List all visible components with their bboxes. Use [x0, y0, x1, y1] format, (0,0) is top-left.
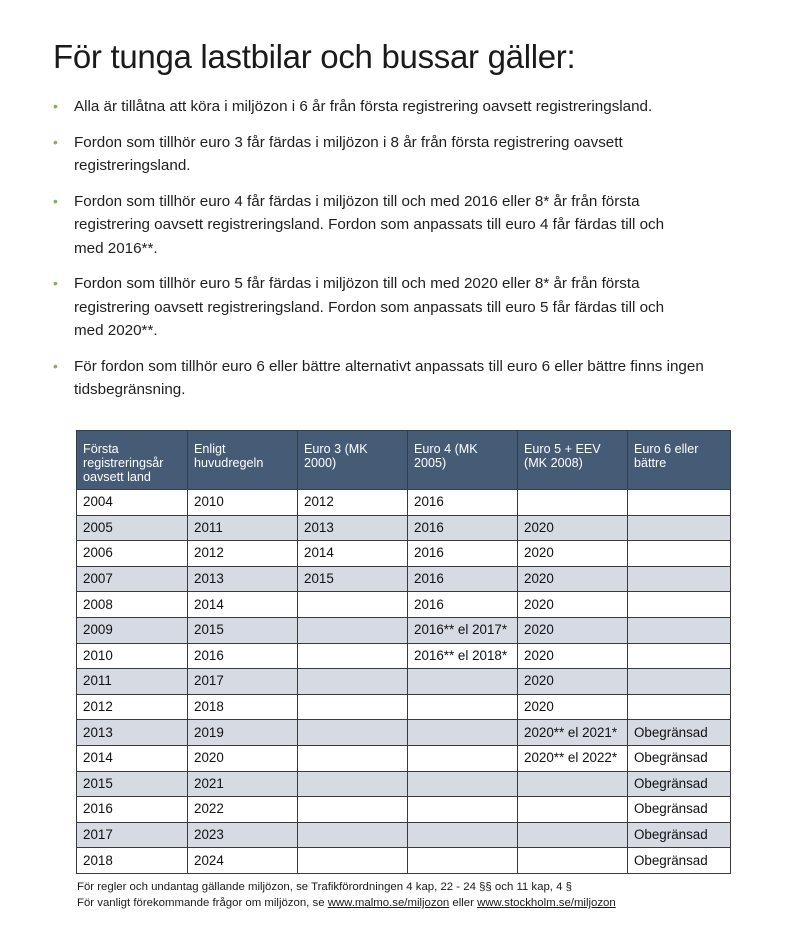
- cell-euro4: 2016: [408, 515, 518, 541]
- cell-first-registration: 2008: [77, 592, 188, 618]
- col-header-euro3: Euro 3 (MK 2000): [298, 431, 408, 490]
- cell-main-rule: 2021: [188, 771, 298, 797]
- rule-text: Alla är tillåtna att köra i miljözon i 6 år från första registrering oavsett registreringsland.: [74, 98, 653, 115]
- cell-euro6: [628, 515, 731, 541]
- rule-text: Fordon som tillhör euro 4 får färdas i miljözon till och med 2016 eller 8* år från första registrering oavsett registreringsland. Fordon som anpassats till euro 4 får färdas till och med 2016**.: [74, 192, 665, 257]
- list-item: [53, 190, 684, 261]
- cell-euro3: [298, 848, 408, 874]
- cell-main-rule: 2012: [188, 541, 298, 567]
- table-row: [77, 848, 731, 874]
- list-item: [53, 95, 753, 119]
- list-item: [53, 355, 714, 402]
- rule-text: Fordon som tillhör euro 5 får färdas i miljözon till och med 2020 eller 8* år från första registrering oavsett registreringsland. Fordon som anpassats till euro 5 får färdas till och med 2020**.: [74, 275, 665, 339]
- cell-euro5: [518, 771, 628, 797]
- cell-euro6: Obegränsad: [628, 797, 731, 823]
- col-header-main-rule: Enligt huvudregeln: [188, 431, 298, 490]
- cell-euro6: [628, 566, 731, 592]
- cell-euro6: Obegränsad: [628, 745, 731, 771]
- cell-first-registration: 2015: [77, 771, 188, 797]
- cell-main-rule: 2024: [188, 848, 298, 874]
- rules-list: [53, 95, 753, 414]
- cell-first-registration: 2013: [77, 720, 188, 746]
- cell-euro6: [628, 592, 731, 618]
- cell-euro3: [298, 669, 408, 695]
- cell-first-registration: 2010: [77, 643, 188, 669]
- cell-euro5: [518, 848, 628, 874]
- cell-euro6: [628, 541, 731, 567]
- bullet-icon: •: [53, 192, 58, 209]
- cell-first-registration: 2016: [77, 797, 188, 823]
- table-row: [77, 617, 731, 643]
- cell-euro6: Obegränsad: [628, 822, 731, 848]
- malmo-link[interactable]: www.malmo.se/miljozon: [327, 897, 450, 909]
- cell-euro4: 2016: [408, 490, 518, 516]
- footer-faq-mid: eller: [449, 897, 478, 909]
- cell-euro3: [298, 745, 408, 771]
- cell-euro3: [298, 822, 408, 848]
- table-row: [77, 669, 731, 695]
- table-row: [77, 694, 731, 720]
- cell-euro3: 2015: [298, 566, 408, 592]
- cell-euro5: 2020: [518, 617, 628, 643]
- cell-euro4: 2016: [408, 541, 518, 567]
- page-title: För tunga lastbilar och bussar gäller:: [53, 38, 576, 75]
- cell-euro4: 2016** el 2018*: [408, 643, 518, 669]
- table-row: [77, 566, 731, 592]
- footer-faq-prefix: För vanligt förekommande frågor om miljözon, se: [77, 897, 328, 909]
- col-header-first-registration: Första registreringsår oavsett land: [77, 431, 188, 490]
- cell-euro5: 2020: [518, 694, 628, 720]
- cell-euro3: 2012: [298, 490, 408, 516]
- cell-euro4: [408, 848, 518, 874]
- bullet-icon: •: [53, 133, 58, 150]
- cell-main-rule: 2015: [188, 617, 298, 643]
- cell-euro6: Obegränsad: [628, 771, 731, 797]
- table-row: [77, 515, 731, 541]
- table-header-row: [77, 431, 731, 490]
- cell-euro5: 2020: [518, 566, 628, 592]
- table-row: [77, 490, 731, 516]
- bullet-icon: •: [53, 275, 58, 291]
- cell-euro6: [628, 643, 731, 669]
- cell-euro3: [298, 720, 408, 746]
- footer-line-faq: [77, 895, 616, 911]
- cell-first-registration: 2004: [77, 490, 188, 516]
- cell-euro5: 2020: [518, 592, 628, 618]
- cell-euro3: 2014: [298, 541, 408, 567]
- cell-euro6: Obegränsad: [628, 720, 731, 746]
- cell-first-registration: 2006: [77, 541, 188, 567]
- cell-euro5: 2020** el 2022*: [518, 745, 628, 771]
- cell-euro6: [628, 694, 731, 720]
- col-header-euro5: Euro 5 + EEV (MK 2008): [518, 431, 628, 490]
- table-row: [77, 822, 731, 848]
- cell-main-rule: 2011: [188, 515, 298, 541]
- cell-euro6: [628, 617, 731, 643]
- list-item: [53, 272, 684, 343]
- cell-euro3: [298, 771, 408, 797]
- footer-notes: [77, 879, 616, 911]
- cell-first-registration: 2012: [77, 694, 188, 720]
- cell-main-rule: 2014: [188, 592, 298, 618]
- cell-euro4: [408, 694, 518, 720]
- col-header-euro6: Euro 6 eller bättre: [628, 431, 731, 490]
- cell-euro4: [408, 771, 518, 797]
- cell-euro5: 2020** el 2021*: [518, 720, 628, 746]
- cell-first-registration: 2017: [77, 822, 188, 848]
- table-row: [77, 771, 731, 797]
- cell-first-registration: 2007: [77, 566, 188, 592]
- cell-euro4: [408, 669, 518, 695]
- cell-euro4: 2016** el 2017*: [408, 617, 518, 643]
- cell-euro3: [298, 643, 408, 669]
- cell-main-rule: 2010: [188, 490, 298, 516]
- cell-euro5: 2020: [518, 515, 628, 541]
- cell-euro3: [298, 617, 408, 643]
- cell-euro4: [408, 822, 518, 848]
- stockholm-link[interactable]: www.stockholm.se/miljozon: [477, 897, 616, 909]
- cell-euro4: 2016: [408, 566, 518, 592]
- cell-euro3: [298, 694, 408, 720]
- cell-main-rule: 2018: [188, 694, 298, 720]
- table-row: [77, 541, 731, 567]
- cell-euro4: [408, 720, 518, 746]
- cell-main-rule: 2022: [188, 797, 298, 823]
- cell-first-registration: 2014: [77, 745, 188, 771]
- cell-euro5: [518, 797, 628, 823]
- cell-main-rule: 2016: [188, 643, 298, 669]
- cell-first-registration: 2009: [77, 617, 188, 643]
- cell-euro3: 2013: [298, 515, 408, 541]
- cell-euro5: 2020: [518, 643, 628, 669]
- cell-euro5: 2020: [518, 541, 628, 567]
- cell-euro6: [628, 669, 731, 695]
- cell-main-rule: 2017: [188, 669, 298, 695]
- cell-first-registration: 2011: [77, 669, 188, 695]
- rule-text: För fordon som tillhör euro 6 eller bättre alternativt anpassats till euro 6 eller bättre finns ingen tidsbegränsning.: [74, 357, 704, 398]
- emission-year-table: [76, 430, 731, 874]
- cell-main-rule: 2023: [188, 822, 298, 848]
- footer-line-regulations: För regler och undantag gällande miljözon, se Trafikförordningen 4 kap, 22 - 24 §§ och 11 kap, 4 §: [77, 881, 572, 893]
- table-row: [77, 720, 731, 746]
- table-row: [77, 745, 731, 771]
- cell-main-rule: 2013: [188, 566, 298, 592]
- cell-euro5: [518, 490, 628, 516]
- cell-euro6: [628, 490, 731, 516]
- cell-main-rule: 2019: [188, 720, 298, 746]
- col-header-euro4: Euro 4 (MK 2005): [408, 431, 518, 490]
- cell-euro4: 2016: [408, 592, 518, 618]
- cell-euro5: 2020: [518, 669, 628, 695]
- table-row: [77, 797, 731, 823]
- bullet-icon: •: [53, 357, 58, 374]
- list-item: [53, 131, 634, 178]
- bullet-icon: •: [53, 98, 58, 114]
- rule-text: Fordon som tillhör euro 3 får färdas i miljözon i 8 år från första registrering oavsett registreringsland.: [74, 133, 623, 174]
- table-body: [77, 490, 731, 874]
- cell-euro3: [298, 592, 408, 618]
- cell-first-registration: 2005: [77, 515, 188, 541]
- cell-euro4: [408, 745, 518, 771]
- table-row: [77, 592, 731, 618]
- cell-euro5: [518, 822, 628, 848]
- cell-euro3: [298, 797, 408, 823]
- cell-euro4: [408, 797, 518, 823]
- cell-euro6: Obegränsad: [628, 848, 731, 874]
- cell-main-rule: 2020: [188, 745, 298, 771]
- table-row: [77, 643, 731, 669]
- cell-first-registration: 2018: [77, 848, 188, 874]
